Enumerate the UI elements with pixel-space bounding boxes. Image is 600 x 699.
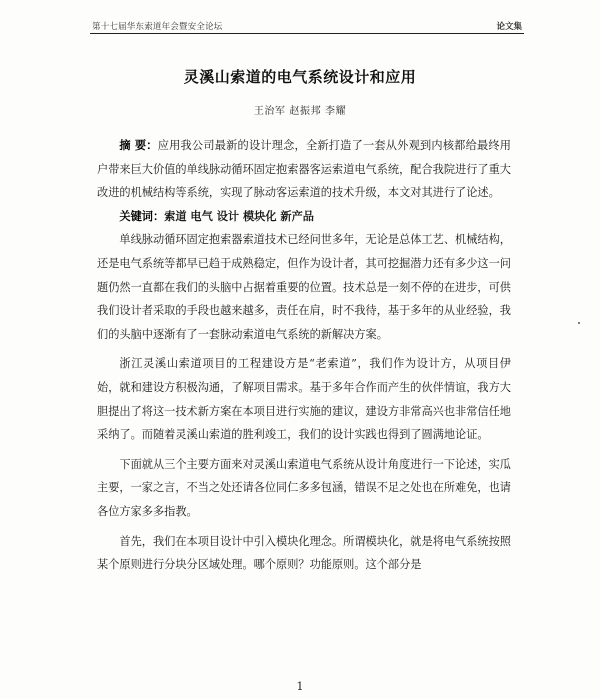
scan-speck: [578, 322, 580, 324]
abstract: [97, 134, 511, 205]
running-header-left: 第十七届华东索道年会暨安全论坛: [92, 22, 223, 32]
abstract-text: 应用我公司最新的设计理念，全新打造了一套从外观到内核都给最终用户带来巨大价值的单线脉动循环固定抱索器客运索道电气系统，配合我院进行了重大改进的机械结构等系统，实现了脉动客运索道的技术升级，本文对其进行了论述。: [97, 139, 511, 200]
body-paragraph: 首先，我们在本项目设计中引入模块化理念。所谓模块化，就是将电气系统按照某个原则进行分块分区域处理。哪个原则？功能原则。这个部分是: [97, 534, 511, 572]
page-number: 1: [296, 680, 304, 693]
paper-body: [97, 134, 511, 577]
keywords-label: 关键词：: [119, 208, 165, 223]
author-list: 王治军 赵振邦 李耀: [253, 106, 347, 117]
abstract-label: 摘 要：: [119, 138, 158, 152]
body-paragraph: 下面就从三个主要方面来对灵溪山索道电气系统从设计角度进行一下论述，实瓜主要，一家之言，不当之处还请各位同仁多多包涵，错误不足之处也在所难免，也请各位方家多多指教。: [97, 457, 511, 518]
running-header-right: 论文集: [496, 22, 522, 32]
body-paragraph: 浙江灵溪山索道项目的工程建设方是“老索道”，我们作为设计方，从项目伊始，就和建设方积极沟通，了解项目需求。基于多年合作而产生的伙伴情谊，我方大胆提出了将这一技术新方案在本项目进行实施的建议，建设方非常高兴也非常信任地采纳了。而随着灵溪山索道的胜利竣工，我们的设计实践也得到了圆满地论证。: [97, 357, 511, 442]
body-paragraph: 单线脉动循环固定抱索器索道技术已经问世多年，无论是总体工艺、机械结构，还是电气系统等都早已趋于成熟稳定，但作为设计者，其可挖掘潜力还有多少这一问题仍然一直都在我们的头脑中占据着重要的位置。技术总是一刻不停的在进步，可供我们设计者采取的手段也越来越多，责任在肩，时不我待，基于多年的从业经验，我们的头脑中逐渐有了一套脉动索道电气系统的新解决方案。: [97, 233, 511, 341]
header-divider: [90, 33, 524, 34]
paper-title: 灵溪山索道的电气系统设计和应用: [183, 68, 417, 86]
keywords: [97, 205, 511, 229]
keywords-text: 索道 电气 设计 模块化 新产品: [164, 208, 314, 223]
